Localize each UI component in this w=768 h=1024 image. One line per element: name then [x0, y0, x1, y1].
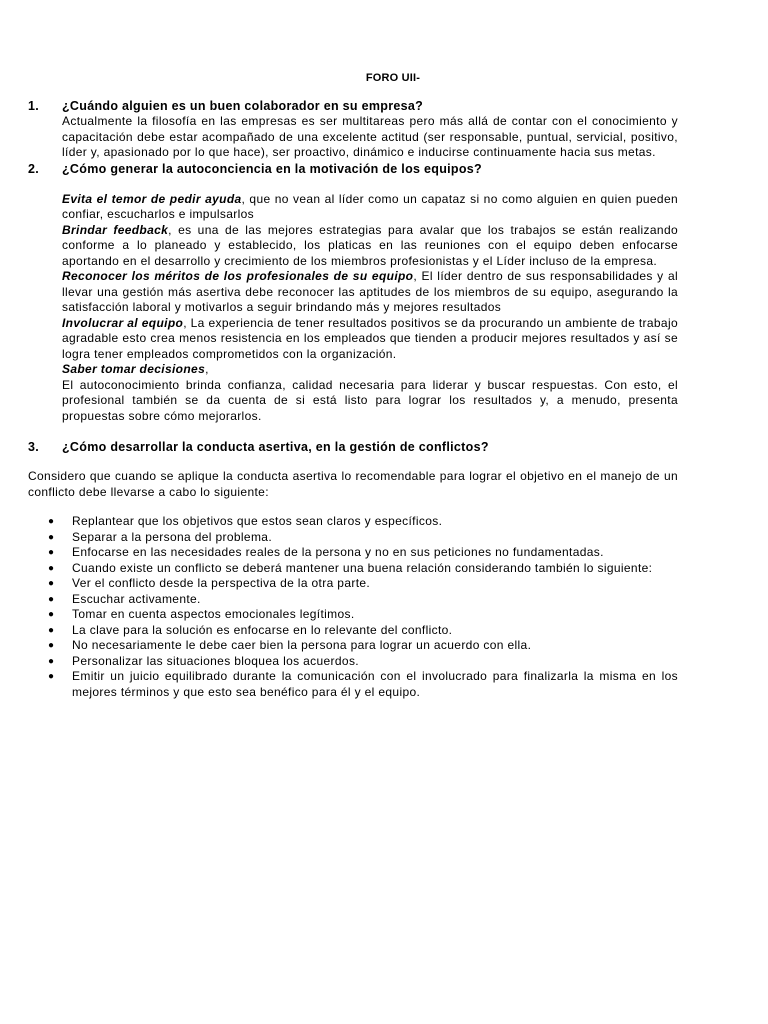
- list-item: [28, 561, 678, 577]
- question-1-number: 1.: [28, 99, 40, 113]
- answer-2-item-lead: Saber tomar decisiones: [62, 362, 206, 376]
- list-item: [28, 638, 678, 654]
- list-item-text: Personalizar las situaciones bloquea los acuerdos.: [72, 653, 359, 668]
- answer-2: [28, 192, 678, 425]
- list-item: [28, 654, 678, 670]
- list-item: [28, 592, 678, 608]
- question-1-text: ¿Cuándo alguien es un buen colaborador en su empresa?: [62, 99, 424, 113]
- answer-2-item: [62, 192, 678, 223]
- bullet-icon: ●: [48, 516, 55, 527]
- list-item-text: Emitir un juicio equilibrado durante la comunicación con el involucrado para finalizarla la misma en los mejores términos y que esto sea benéfico para él y el equipo.: [72, 669, 678, 699]
- list-item-text: Separar a la persona del problema.: [72, 529, 273, 544]
- answer-2-item-text: , El líder dentro de sus responsabilidades y al llevar una gestión más asertiva debe reconocer las aptitudes de los miembros de su equipo, asegurando la satisfacción laboral y motivarlos a seguir brindando más y mejores resultados: [62, 269, 678, 314]
- bullet-icon: ●: [48, 640, 55, 651]
- list-item-text: La clave para la solución es enfocarse en lo relevante del conflicto.: [72, 622, 453, 637]
- answer-2-item-lead: Evita el temor de pedir ayuda: [62, 191, 242, 206]
- list-item-text: Replantear que los objetivos que estos sean claros y específicos.: [72, 514, 443, 528]
- answer-2-item-text: , es una de las mejores estrategias para avalar que los trabajos se están realizando conforme a lo planeado y establecido, los platicas en las reuniones con el equipo deben enfocarse aportando en el desarrollo y crecimiento de los miembros profesionistas y el Líder incluso de la empresa.: [62, 222, 678, 268]
- list-item: [28, 530, 678, 546]
- answer-1: [28, 114, 678, 161]
- answer-3-list: [28, 514, 678, 700]
- list-item: [28, 545, 678, 561]
- answer-2-item: [62, 316, 678, 363]
- answer-2-item-text: , La experiencia de tener resultados positivos se da procurando un ambiente de trabajo agradable esto crea menos resistencia en los empleados que tienden a producir mejores resultados y así se logra tener empleados comprometidos con la organización.: [62, 315, 679, 361]
- bullet-icon: ●: [48, 609, 55, 620]
- spacer: [28, 177, 678, 192]
- bullet-icon: ●: [48, 655, 55, 667]
- list-item: [28, 623, 678, 639]
- bullet-icon: ●: [48, 671, 55, 682]
- list-item-text: Escuchar activamente.: [72, 591, 201, 606]
- list-item: [28, 607, 678, 623]
- list-item-text: Cuando existe un conflicto se deberá mantener una buena relación considerando también lo siguiente:: [72, 560, 653, 575]
- question-3-number: 3.: [28, 440, 40, 454]
- spacer: [28, 424, 678, 439]
- bullet-icon: ●: [48, 547, 55, 558]
- question-3: [28, 439, 678, 455]
- document-title: FORO UII-: [365, 72, 421, 84]
- answer-1-text: Actualmente la filosofía en las empresas es ser multitareas pero más allá de contar con el conocimiento y capacitación debe estar acompañado de una excelente actitud (ser responsable, puntual, servicial, positivo, líder y, apasionado por lo que hace), ser proactivo, dinámico e inducirse continuamente hacia sus metas.: [62, 114, 678, 159]
- question-1: [28, 98, 678, 114]
- list-item-text: Tomar en cuenta aspectos emocionales legítimos.: [72, 607, 355, 621]
- list-item: [28, 576, 678, 592]
- bullet-icon: ●: [48, 531, 55, 543]
- answer-2-item: [62, 223, 678, 270]
- list-item: [28, 514, 678, 530]
- bullet-icon: ●: [48, 562, 55, 574]
- question-2: [28, 161, 678, 177]
- spacer: [28, 455, 678, 469]
- answer-2-item-text: ,: [205, 362, 209, 376]
- question-3-text: ¿Cómo desarrollar la conducta asertiva, en la gestión de conflictos?: [62, 440, 489, 454]
- bullet-icon: ●: [48, 578, 55, 589]
- answer-2-item-text: , que no vean al líder como un capataz si no como alguien en quien pueden confiar, escucharlos e impulsarlos: [62, 191, 678, 221]
- bullet-icon: ●: [48, 624, 55, 636]
- answer-3-intro: Considero que cuando se aplique la conducta asertiva lo recomendable para lograr el objetivo en el manejo de un conflicto debe llevarse a cabo lo siguiente:: [28, 469, 678, 499]
- answer-2-item: [62, 362, 678, 378]
- answer-2-closing: El autoconocimiento brinda confianza, calidad necesaria para liderar y buscar respuestas. Con esto, el profesional también se da cuenta de si está listo para lograr los resultados y, a menudo, presenta propuestas sobre cómo mejorarlos.: [62, 377, 678, 423]
- list-item: [28, 669, 678, 700]
- answer-2-item-lead: Brindar feedback: [62, 222, 169, 237]
- answer-2-item-lead: Reconocer los méritos de los profesionales de su equipo: [62, 269, 414, 283]
- question-2-number: 2.: [28, 161, 40, 176]
- spacer: [28, 500, 678, 514]
- list-item-text: No necesariamente le debe caer bien la persona para lograr un acuerdo con ella.: [72, 638, 532, 652]
- question-2-text: ¿Cómo generar la autoconciencia en la motivación de los equipos?: [62, 161, 482, 176]
- list-item-text: Enfocarse en las necesidades reales de la persona y no en sus peticiones no fundamentadas.: [72, 545, 604, 559]
- answer-2-item: [62, 269, 678, 316]
- bullet-icon: ●: [48, 593, 55, 605]
- list-item-text: Ver el conflicto desde la perspectiva de la otra parte.: [72, 576, 371, 590]
- answer-2-item-lead: Involucrar al equipo: [62, 315, 184, 330]
